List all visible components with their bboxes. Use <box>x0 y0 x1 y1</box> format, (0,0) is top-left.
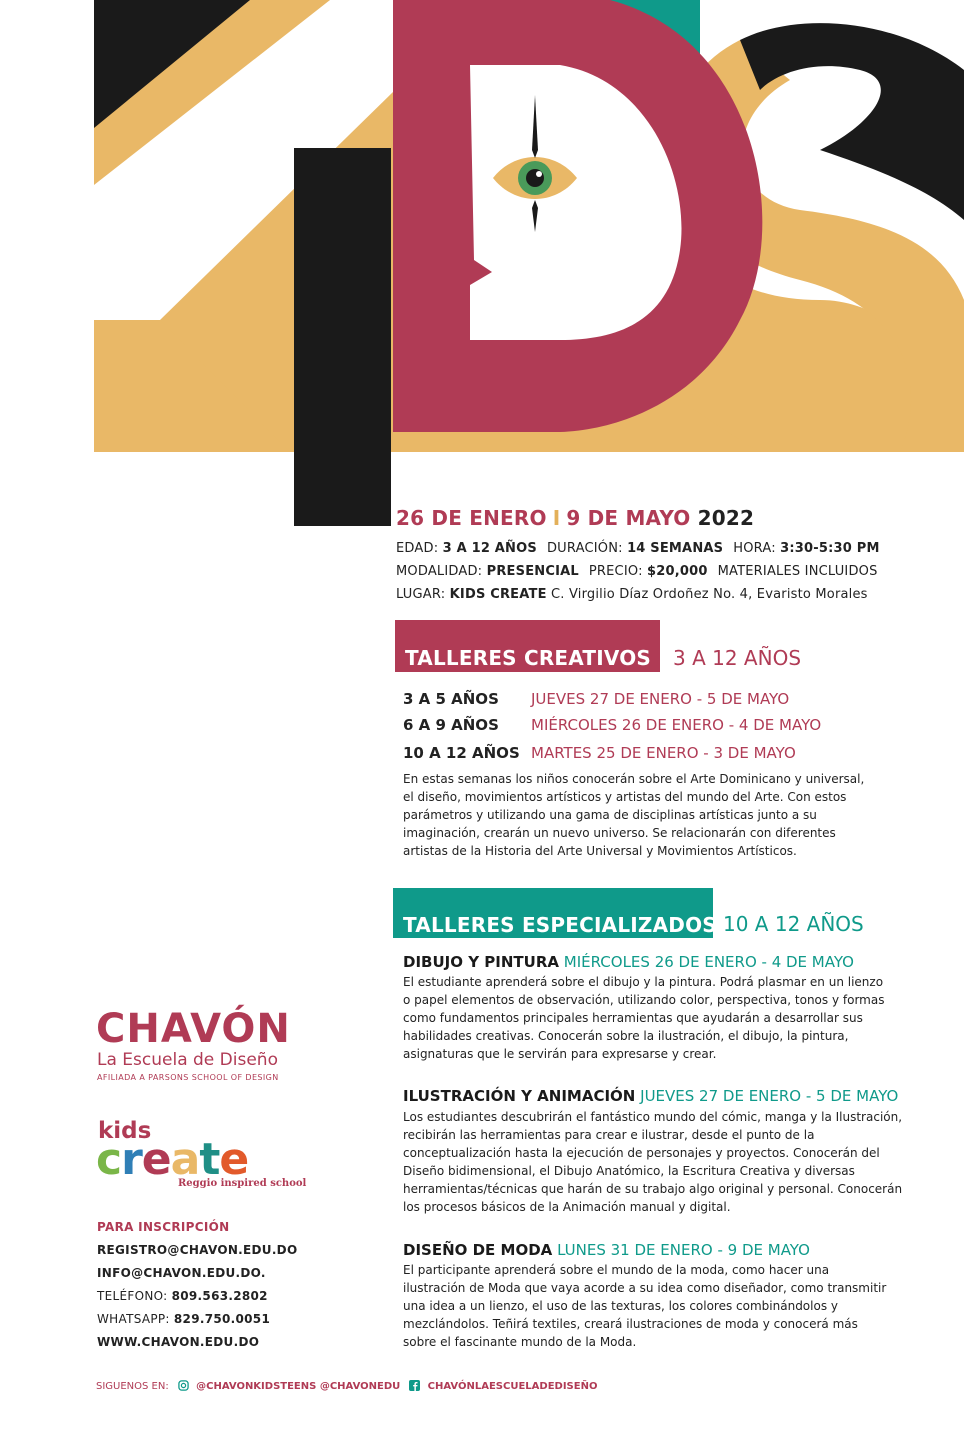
whatsapp-line <box>97 1312 270 1326</box>
email-info-link[interactable]: INFO@CHAVON.EDU.DO. <box>97 1266 266 1280</box>
edad-value: 3 A 12 AÑOS <box>442 541 537 556</box>
instagram-handles[interactable]: @CHAVONKIDSTEENS @CHAVONEDU <box>196 1381 401 1392</box>
materiales-incluidos: MATERIALES INCLUIDOS <box>717 564 878 579</box>
info-line-3 <box>396 587 868 602</box>
especializados-ages: 10 A 12 AÑOS <box>723 912 864 936</box>
workshop-name: DIBUJO Y PINTURA <box>403 953 559 971</box>
workshop-name: ILUSTRACIÓN Y ANIMACIÓN <box>403 1087 636 1105</box>
start-date: 26 DE ENERO <box>396 506 547 530</box>
lugar-label: LUGAR: <box>396 587 446 602</box>
schedule-date: MARTES 25 DE ENERO - 3 DE MAYO <box>531 744 796 762</box>
schedule-age: 3 A 5 AÑOS <box>403 690 499 708</box>
hero-i-black-bar <box>294 148 391 526</box>
especializados-heading-band <box>393 888 717 938</box>
direccion: C. Virgilio Díaz Ordoñez No. 4, Evaristo Morales <box>551 587 868 602</box>
schedule-date: JUEVES 27 DE ENERO - 5 DE MAYO <box>531 690 790 708</box>
lugar-value: KIDS CREATE <box>449 587 547 602</box>
email-registro-link[interactable]: REGISTRO@CHAVON.EDU.DO <box>97 1243 298 1257</box>
create-letter: e <box>141 1134 171 1185</box>
chavon-logo: CHAVÓN <box>96 1006 291 1052</box>
edad-label: EDAD: <box>396 541 439 556</box>
contact-heading: PARA INSCRIPCIÓN <box>97 1220 230 1234</box>
precio-label: PRECIO: <box>588 564 643 579</box>
workshop-description: El estudiante aprenderá sobre el dibujo y la pintura. Podrá plasmar en un lienzo o papel elementos de observación, utilizando color, perspectiva, tonos y formas como fundamentos principales herramientas que ayudarán a desarrollar sus habilidades creativas. Conocerán sobre la ilustración, el dibujo, la pintura, asignaturas que le servirán para expresarse y crear. <box>403 975 885 1061</box>
whatsapp-number[interactable]: 829.750.0051 <box>173 1312 271 1326</box>
phone-number[interactable]: 809.563.2802 <box>171 1289 268 1303</box>
chavon-affiliation: AFILIADA A PARSONS SCHOOL OF DESIGN <box>97 1073 279 1082</box>
creativos-ages: 3 A 12 AÑOS <box>673 646 802 670</box>
workshop-title <box>403 1241 810 1259</box>
duracion-value: 14 SEMANAS <box>627 541 724 556</box>
workshop-title <box>403 1087 898 1105</box>
info-line-2 <box>396 564 878 579</box>
create-letter: e <box>219 1134 249 1185</box>
create-letter: t <box>199 1134 220 1185</box>
modalidad-value: PRESENCIAL <box>486 564 579 579</box>
end-date: 9 DE MAYO <box>566 506 691 530</box>
hora-value: 3:30-5:30 PM <box>780 541 880 556</box>
social-footer <box>96 1380 597 1392</box>
schedule-age: 6 A 9 AÑOS <box>403 716 499 734</box>
hora-label: HORA: <box>733 541 776 556</box>
whatsapp-label: WHATSAPP: <box>97 1312 170 1326</box>
kids-hero-artwork <box>0 0 964 530</box>
duracion-label: DURACIÓN: <box>546 541 623 556</box>
workshop-date: LUNES 31 DE ENERO - 9 DE MAYO <box>557 1241 810 1259</box>
info-line-1 <box>396 541 880 556</box>
website-link[interactable]: WWW.CHAVON.EDU.DO <box>97 1335 260 1349</box>
date-separator: I <box>552 506 561 530</box>
program-dates <box>396 506 754 530</box>
instagram-icon <box>178 1380 189 1391</box>
follow-label: SIGUENOS EN: <box>96 1381 169 1392</box>
create-letter: r <box>121 1134 142 1185</box>
kids-create-logo-kids: kids <box>98 1118 152 1144</box>
workshop-description: Los estudiantes descubrirán el fantástico mundo del cómic, manga y la Ilustración, recibirán las herramientas para crear e ilustrar, desde el punto de la conceptualización hasta la ejecución de personajes y proyectos. Conocerán del Diseño bidimensional, el Dibujo Anatómico, la Escritura Creativa y diversas herramientas/técnicas que harán de su trabajo algo original y personal. Conocerán los procesos básicos de la Animación manual y digital. <box>403 1110 903 1214</box>
create-letter: a <box>170 1134 200 1185</box>
workshop-date: JUEVES 27 DE ENERO - 5 DE MAYO <box>640 1087 899 1105</box>
workshop-date: MIÉRCOLES 26 DE ENERO - 4 DE MAYO <box>563 953 854 971</box>
facebook-handle[interactable]: CHAVÓNLAESCUELADEDISEÑO <box>427 1381 598 1392</box>
especializados-heading: TALLERES ESPECIALIZADOS <box>403 913 717 937</box>
phone-label: TELÉFONO: <box>97 1289 168 1303</box>
workshop-title <box>403 953 854 971</box>
precio-value: $20,000 <box>647 564 708 579</box>
chavon-logo-subtitle: La Escuela de Diseño <box>97 1050 278 1070</box>
workshop-name: DISEÑO DE MODA <box>403 1241 553 1259</box>
create-letter: c <box>96 1134 122 1185</box>
modalidad-label: MODALIDAD: <box>396 564 483 579</box>
schedule-date: MIÉRCOLES 26 DE ENERO - 4 DE MAYO <box>531 716 822 734</box>
year: 2022 <box>697 506 755 530</box>
creativos-heading-band <box>395 620 660 672</box>
schedule-age: 10 A 12 AÑOS <box>403 744 520 762</box>
facebook-icon <box>409 1380 420 1391</box>
creativos-heading: TALLERES CREATIVOS <box>405 646 652 670</box>
kids-create-tagline: Reggio inspired school <box>178 1178 307 1189</box>
phone-line <box>97 1289 268 1303</box>
workshop-description: El participante aprenderá sobre el mundo de la moda, como hacer una ilustración de Moda que vaya acorde a su idea como diseñador, como transmitir una idea a un lienzo, el uso de las texturas, los colores combinándolos y mezclándolos. Teñirá textiles, creará ilustraciones de moda y conocerá más sobre el fascinante mundo de la Moda. <box>403 1263 887 1349</box>
creativos-description: En estas semanas los niños conocerán sobre el Arte Dominicano y universal, el diseño, movimientos artísticos y artistas del mundo del Arte. Con estos parámetros y utilizando una gama de disciplinas artísticas junto a su imaginación, crearán un nuevo universo. Se relacionarán con diferentes artistas de la Historia del Arte Universal y Movimientos Artísticos. <box>403 772 865 858</box>
